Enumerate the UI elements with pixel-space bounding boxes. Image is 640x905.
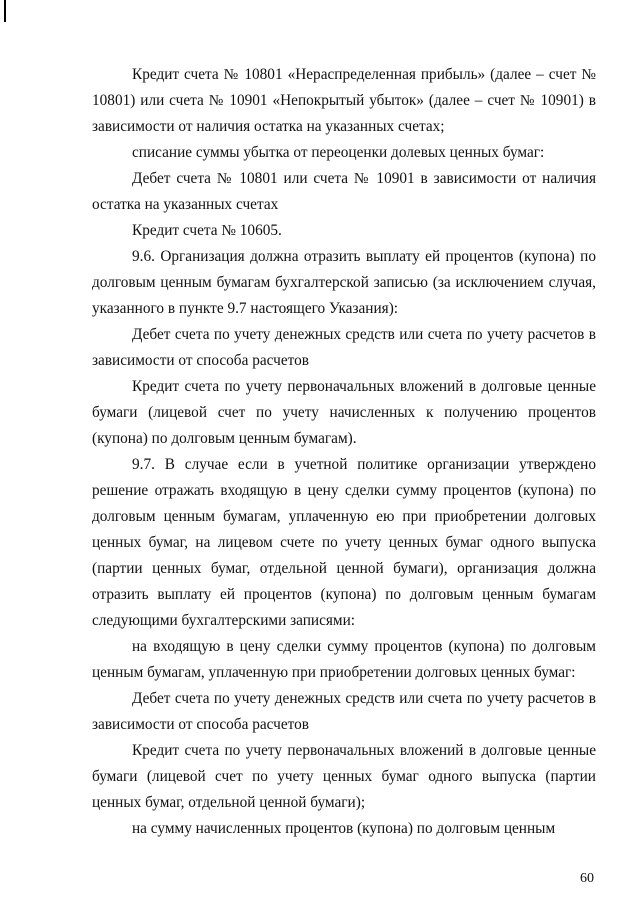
page-number: 60 (580, 871, 594, 886)
paragraph: на входящую в цену сделки сумму процентов (купона) по долговым ценным бумагам, уплаченную при приобретении долговых ценных бумаг: (92, 638, 596, 681)
paragraph: Дебет счета по учету денежных средств или счета по учету расчетов в зависимости от способа расчетов (92, 690, 596, 733)
paragraph: 9.7. В случае если в учетной политике организации утверждено решение отражать входящую в цену сделки сумму процентов (купона) по долговым ценным бумагам, уплаченную ею при приобретении долговых ценных бумаг, на лицевом счете по учету ценных бумаг одного выпуска (партии ценных бумаг, отдельной ценной бумаги), организация должна отразить выплату ей процентов (купона) по долговым ценным бумагам следующими бухгалтерскими записями: (92, 456, 596, 629)
paragraph: Дебет счета по учету денежных средств или счета по учету расчетов в зависимости от способа расчетов (92, 326, 596, 369)
paragraph: Кредит счета № 10605. (132, 222, 282, 239)
document-body (92, 62, 596, 842)
paragraph: Дебет счета № 10801 или счета № 10901 в зависимости от наличия остатка на указанных счетах (92, 170, 596, 213)
paragraph: Кредит счета по учету первоначальных вложений в долговые ценные бумаги (лицевой счет по учету ценных бумаг одного выпуска (партии ценных бумаг, отдельной ценной бумаги); (92, 742, 596, 811)
paragraph: списание суммы убытка от переоценки долевых ценных бумаг: (132, 144, 545, 161)
paragraph: 9.6. Организация должна отразить выплату ей процентов (купона) по долговым ценным бумагам бухгалтерской записью (за исключением случая, указанного в пункте 9.7 настоящего Указания): (92, 248, 596, 317)
paragraph: на сумму начисленных процентов (купона) по долговым ценным (132, 820, 556, 837)
margin-mark (4, 0, 6, 22)
paragraph: Кредит счета по учету первоначальных вложений в долговые ценные бумаги (лицевой счет по учету начисленных к получению процентов (купона) по долговым ценным бумагам). (92, 378, 596, 447)
paragraph: Кредит счета № 10801 «Нераспределенная прибыль» (далее – счет № 10801) или счета № 10901 «Непокрытый убыток» (далее – счет № 10901) в зависимости от наличия остатка на указанных счетах; (92, 66, 596, 135)
